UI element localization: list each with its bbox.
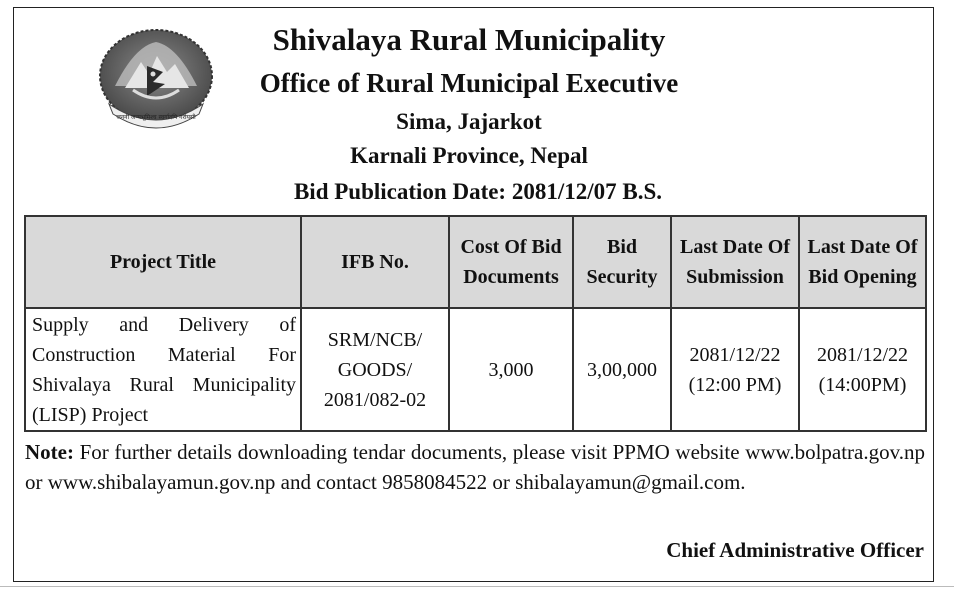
header-submission: Last Date Of Submission [671, 216, 799, 308]
cell-submission: 2081/12/22 (12:00 PM) [671, 308, 799, 431]
note-paragraph [25, 437, 925, 497]
office-name: Office of Rural Municipal Executive [259, 68, 679, 98]
municipality-name: Shivalaya Rural Municipality [272, 22, 666, 57]
publication-date: Bid Publication Date: 2081/12/07 B.S. [293, 179, 663, 204]
cell-security: 3,00,000 [573, 308, 671, 431]
emblem-motto: जननी जन्मभूमिश्च स्वर्गादपि गरीयसी [116, 114, 196, 121]
header-security: Bid Security [573, 216, 671, 308]
table-header-row [25, 216, 926, 308]
province: Karnali Province, Nepal [350, 143, 588, 168]
cell-ifb-no: SRM/NCB/ GOODS/ 2081/082-02 [301, 308, 449, 431]
note-label: Note: [25, 440, 74, 464]
header-cost: Cost Of Bid Documents [449, 216, 573, 308]
table-row [25, 308, 926, 431]
signature-title: Chief Administrative Officer [666, 538, 924, 562]
cell-cost: 3,000 [449, 308, 573, 431]
header-ifb-no: IFB No. [301, 216, 449, 308]
cell-opening: 2081/12/22 (14:00PM) [799, 308, 926, 431]
cell-project-title: Supply and Delivery of Construction Material For Shivalaya Rural Municipality (LISP) Project [25, 308, 301, 431]
address: Sima, Jajarkot [396, 109, 542, 134]
header-project-title: Project Title [25, 216, 301, 308]
note-text: For further details downloading tendar documents, please visit PPMO website www.bolpatra.gov.np or www.shibalayamun.gov.np and contact 9858084522 or shibalayamun@gmail.com. [25, 440, 926, 494]
header-opening: Last Date Of Bid Opening [799, 216, 926, 308]
bid-table [24, 215, 927, 432]
divider [0, 586, 954, 587]
